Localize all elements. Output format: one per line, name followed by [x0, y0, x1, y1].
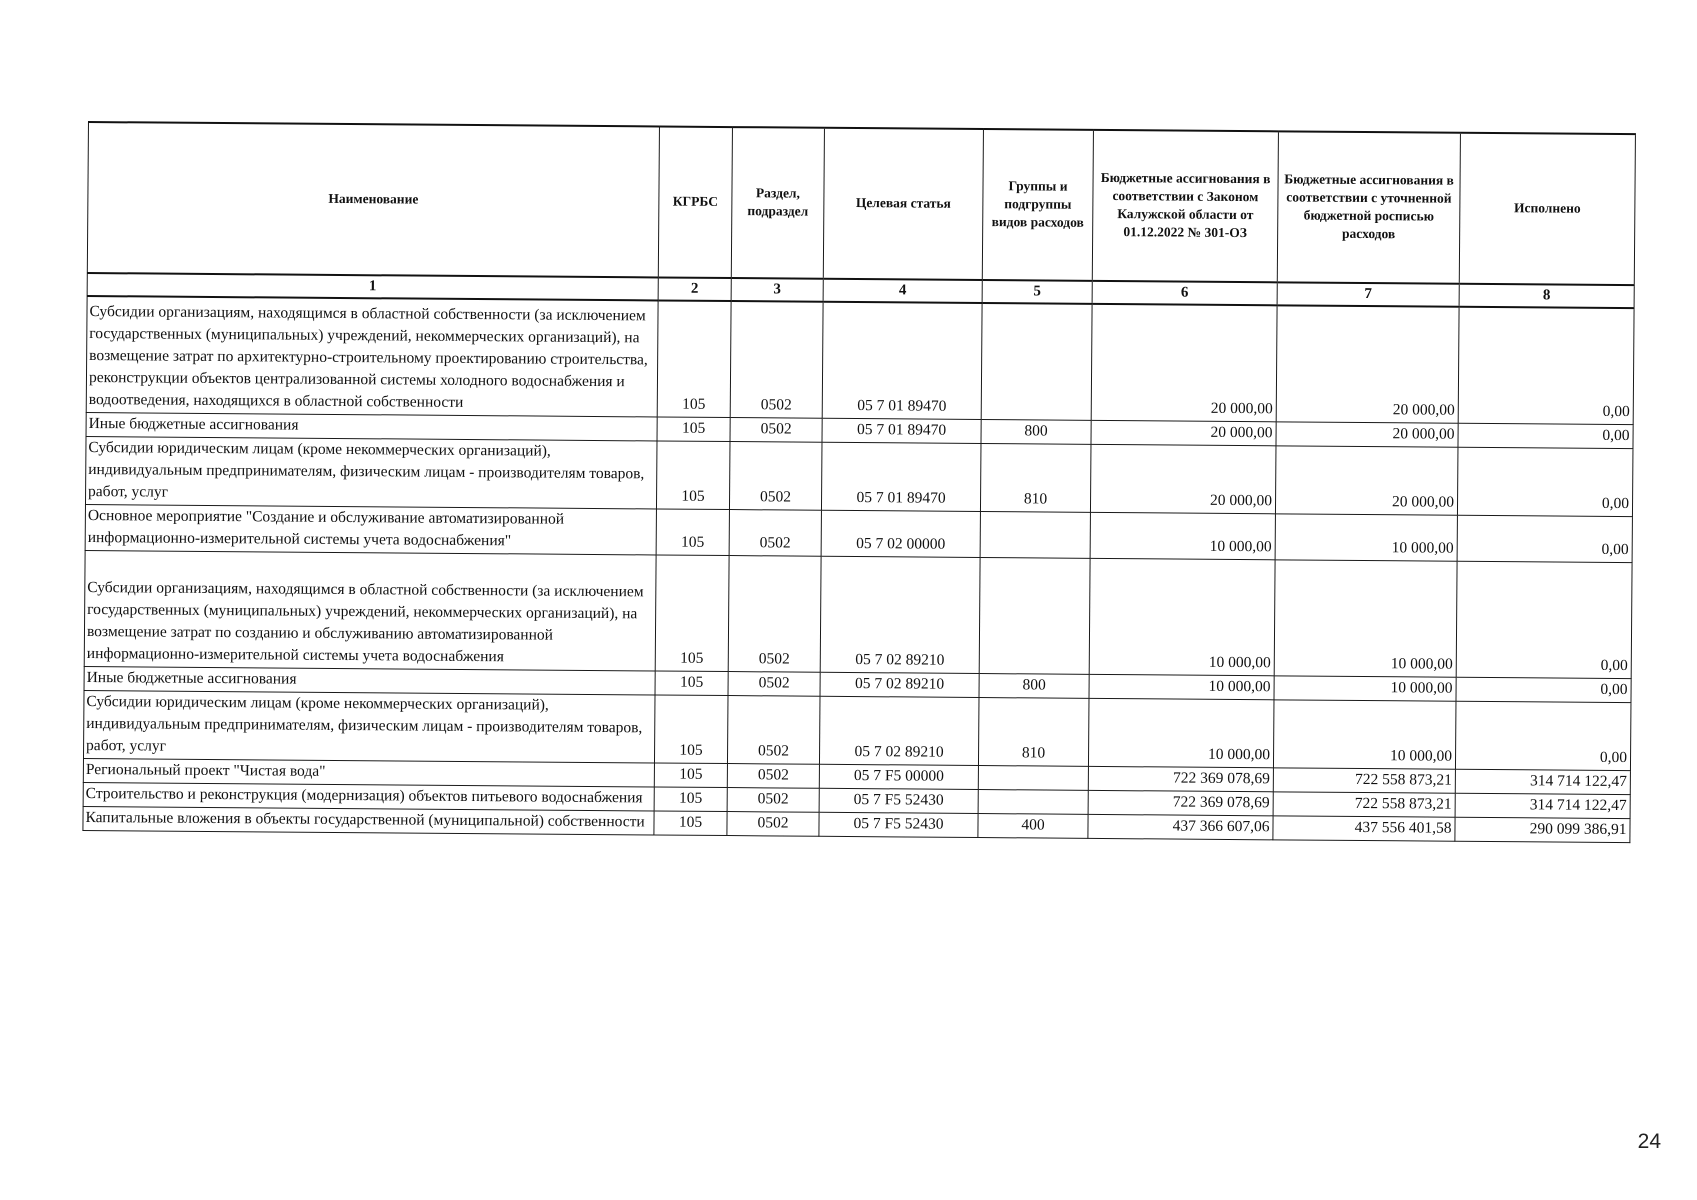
row-name: Капитальные вложения в объекты государственной (муниципальной) собственности	[83, 806, 654, 834]
column-number: 8	[1459, 284, 1634, 308]
row-law-amount: 20 000,00	[1091, 420, 1276, 445]
row-name: Субсидии юридическим лицам (кроме некоммерческих организаций), индивидуальным предпринимателям, физическим лицам - производителям товаров, работ, услуг	[83, 690, 655, 762]
header-kgrbs: КГРБС	[658, 126, 732, 278]
column-number: 4	[823, 279, 982, 303]
row-name: Строительство и реконструкция (модернизация) объектов питьевого водоснабжения	[83, 782, 654, 810]
row-section: 0502	[727, 812, 819, 837]
row-executed-amount: 0,00	[1456, 677, 1631, 702]
row-kgrbs: 105	[657, 300, 731, 417]
table-header-row	[87, 122, 1635, 285]
row-law-amount: 437 366 607,06	[1088, 814, 1273, 839]
header-executed: Исполнено	[1459, 133, 1635, 285]
row-section: 0502	[727, 764, 819, 789]
row-group	[980, 512, 1090, 559]
row-kgrbs: 105	[654, 695, 728, 764]
row-name: Иные бюджетные ассигнования	[86, 412, 657, 440]
row-executed-amount: 290 099 386,91	[1455, 817, 1630, 842]
row-group: 800	[981, 420, 1091, 445]
budget-table	[82, 121, 1636, 843]
row-law-amount: 722 369 078,69	[1088, 766, 1273, 791]
row-refined-amount: 20 000,00	[1276, 305, 1459, 423]
row-name: Иные бюджетные ассигнования	[84, 666, 655, 694]
row-executed-amount: 0,00	[1458, 423, 1633, 448]
header-name: Наименование	[87, 122, 659, 277]
row-group	[978, 790, 1088, 815]
header-section: Раздел, подраздел	[731, 127, 824, 279]
row-refined-amount: 10 000,00	[1275, 514, 1457, 561]
row-group: 400	[978, 814, 1088, 839]
row-executed-amount: 0,00	[1458, 307, 1634, 425]
page-number: 24	[1637, 1130, 1661, 1153]
column-number: 5	[982, 280, 1092, 304]
column-number: 2	[658, 277, 731, 301]
row-target: 05 7 F5 52430	[819, 788, 978, 813]
row-kgrbs: 105	[654, 763, 727, 788]
row-executed-amount: 0,00	[1455, 701, 1631, 770]
row-kgrbs: 105	[656, 441, 730, 510]
row-target: 05 7 02 00000	[821, 510, 980, 557]
row-group	[979, 558, 1090, 675]
header-refined-allocations: Бюджетные ассигнования в соответствии с уточненной бюджетной росписью расходов	[1277, 131, 1460, 283]
row-group	[981, 303, 1092, 420]
row-name: Основное мероприятие "Создание и обслуживание автоматизированной информационно-измерительной системы учета водоснабжения"	[85, 504, 656, 554]
row-refined-amount: 20 000,00	[1275, 446, 1458, 515]
row-law-amount: 20 000,00	[1091, 304, 1277, 422]
row-target: 05 7 01 89470	[822, 302, 982, 420]
header-law-allocations: Бюджетные ассигнования в соответствии с Законом Калужской области от 01.12.2022 № 301-ОЗ	[1092, 130, 1278, 282]
row-kgrbs: 105	[656, 509, 729, 556]
row-target: 05 7 01 89470	[822, 418, 981, 443]
row-name: Субсидии юридическим лицам (кроме некоммерческих организаций), индивидуальным предпринимателям, физическим лицам - производителям товаров, работ, услуг	[85, 436, 657, 508]
row-refined-amount: 20 000,00	[1276, 422, 1458, 447]
row-kgrbs: 105	[654, 787, 727, 812]
row-target: 05 7 F5 00000	[819, 764, 978, 789]
row-refined-amount: 437 556 401,58	[1273, 816, 1455, 841]
row-name: Региональный проект "Чистая вода"	[83, 758, 654, 786]
row-section: 0502	[727, 696, 820, 765]
row-executed-amount: 314 714 122,47	[1455, 793, 1630, 818]
row-group: 810	[980, 444, 1091, 513]
row-name: Субсидии организациям, находящимся в областной собственности (за исключением государственных (муниципальных) учреждений, некоммерческих организаций), на возмещение затрат по созданию и обслуживанию автоматизированной информационно-измерительной системы учета водоснабжения	[84, 550, 656, 670]
column-number: 6	[1092, 281, 1277, 305]
row-executed-amount: 0,00	[1457, 447, 1633, 516]
row-refined-amount: 10 000,00	[1274, 560, 1457, 677]
column-number: 1	[87, 273, 658, 300]
table-row	[85, 436, 1632, 516]
row-executed-amount: 0,00	[1456, 561, 1632, 678]
row-section: 0502	[727, 788, 819, 813]
row-target: 05 7 02 89210	[820, 672, 979, 697]
row-law-amount: 10 000,00	[1089, 558, 1275, 675]
row-section: 0502	[729, 510, 821, 557]
header-groups: Группы и подгруппы видов расходов	[982, 129, 1093, 281]
row-law-amount: 20 000,00	[1090, 444, 1276, 513]
row-executed-amount: 0,00	[1457, 515, 1632, 562]
row-section: 0502	[730, 301, 823, 418]
row-kgrbs: 105	[655, 671, 728, 696]
row-law-amount: 10 000,00	[1088, 698, 1274, 767]
row-refined-amount: 722 558 873,21	[1273, 768, 1455, 793]
row-section: 0502	[730, 418, 822, 443]
row-group: 800	[979, 674, 1089, 699]
table-row	[84, 550, 1632, 678]
row-section: 0502	[729, 442, 822, 511]
table-row	[86, 296, 1634, 425]
row-refined-amount: 10 000,00	[1273, 700, 1456, 769]
row-group: 810	[978, 698, 1089, 767]
row-section: 0502	[728, 556, 821, 673]
row-refined-amount: 10 000,00	[1274, 676, 1456, 701]
row-refined-amount: 722 558 873,21	[1273, 792, 1455, 817]
row-target: 05 7 F5 52430	[819, 812, 978, 837]
row-law-amount: 10 000,00	[1090, 512, 1275, 559]
row-law-amount: 722 369 078,69	[1088, 790, 1273, 815]
row-target: 05 7 02 89210	[820, 556, 980, 673]
row-kgrbs: 105	[655, 555, 729, 672]
row-name: Субсидии организациям, находящимся в областной собственности (за исключением государственных (муниципальных) учреждений, некоммерческих организаций), на возмещение затрат по архитектурно-строительному проектированию строительства, реконструкции объектов централизованной системы холодного водоснабжения и водоотведения, находящихся в областной собственности	[86, 296, 658, 417]
column-number: 7	[1277, 282, 1459, 306]
row-kgrbs: 105	[657, 417, 730, 442]
row-group	[978, 766, 1088, 791]
row-executed-amount: 314 714 122,47	[1455, 769, 1630, 794]
row-law-amount: 10 000,00	[1089, 674, 1274, 699]
column-number: 3	[731, 278, 823, 302]
row-target: 05 7 01 89470	[821, 442, 981, 511]
header-target: Целевая статья	[823, 128, 983, 280]
row-kgrbs: 105	[654, 811, 727, 836]
row-section: 0502	[728, 672, 820, 697]
row-target: 05 7 02 89210	[819, 696, 979, 765]
table-row	[83, 690, 1630, 770]
